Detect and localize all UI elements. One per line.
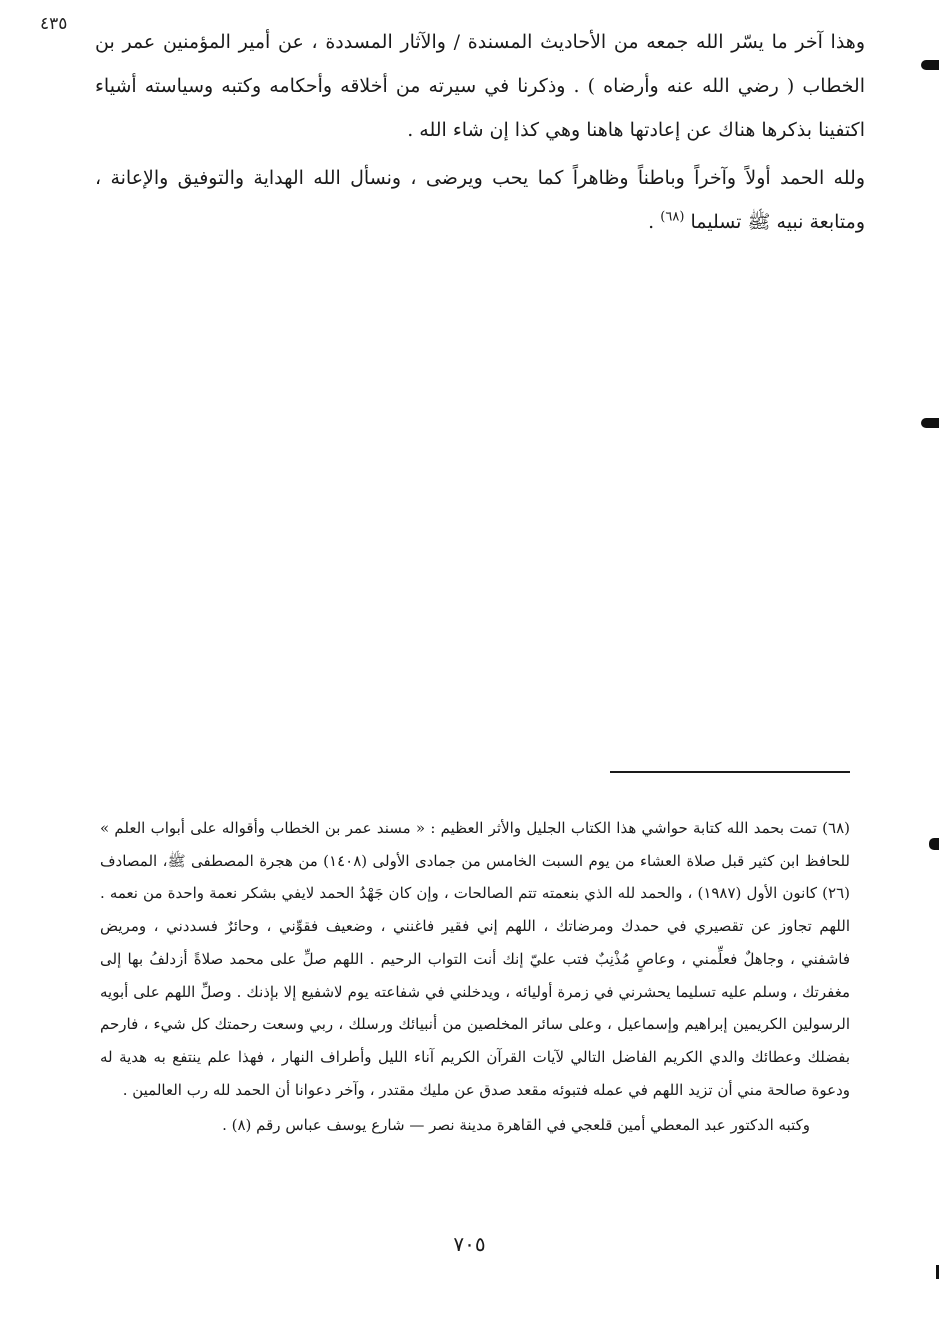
main-paragraph-2 <box>95 156 865 244</box>
main-paragraph-2-end: . <box>648 211 661 233</box>
footnote-reference: (٦٨) <box>660 209 685 225</box>
main-text <box>95 20 865 248</box>
footnote-signature: وكتبه الدكتور عبد المعطي أمين قلعجي في القاهرة مدينة نصر — شارع يوسف عباس رقم (٨) . <box>222 1116 810 1135</box>
main-paragraph-2-text: ولله الحمد أولاً وآخراً وباطناً وظاهراً كما يحب ويرضى ، ونسأل الله الهداية والتوفيق والإعانة ، ومتابعة نبيه ﷺ تسليما <box>95 167 865 233</box>
scan-edge-mark <box>929 838 939 850</box>
footnote-separator <box>610 771 850 773</box>
scan-edge-mark <box>921 418 939 428</box>
main-paragraph-1: وهذا آخر ما يسّر الله جمعه من الأحاديث المسندة / والآثار المسددة ، عن أمير المؤمنين عمر بن الخطاب ( رضي الله عنه وأرضاه ) . وذكرنا في سيرته من أخلاقه وأحكامه وكتبه وسياسته أشياء اكتفينا بذكرها هناك عن إعادتها هاهنا وهي كذا إن شاء الله . <box>95 31 865 141</box>
footnotes <box>100 812 850 1142</box>
margin-note: ٤٣٥ <box>40 14 68 34</box>
page-number: ٧٠٥ <box>453 1232 486 1256</box>
footnote-68: (٦٨) تمت بحمد الله كتابة حواشي هذا الكتاب الجليل والأثر العظيم : « مسند عمر بن الخطاب وأقواله على أبواب العلم » للحافظ ابن كثير قبل صلاة العشاء من يوم السبت الخامس من جمادى الأولى (١٤٠٨) من هجرة المصطفى ﷺ، المصادف (٢٦) كانون الأول (١٩٨٧) ، والحمد لله الذي بنعمته تتم الصالحات ، وإن كان جَهْدُ الحمد لايفي بشكر نعمة واحدة من نعمه . اللهم تجاوز عن تقصيري في حمدك ومرضاتك ، اللهم إني فقير فاغنني ، وضعيف فقوِّني ، وحائرٌ فسددني ، ومريض فاشفني ، وجاهلٌ فعلِّمني ، وعاصٍ مُذْنِبٌ فتب عليّ إنك أنت التواب الرحيم . اللهم صلِّ على محمد صلاةً أزدلفُ بها إلى مغفرتك ، وسلم عليه تسليما يحشرني في زمرة أوليائه ، ويدخلني في شفاعته يوم لاشفيع إلا بإذنك . وصلِّ اللهم على أبويه الرسولين الكريمين إبراهيم وإسماعيل ، وعلى سائر المخلصين من أنبيائك ورسلك ، ربي وسعت رحمتك كل شيء ، فارحم بفضلك وعطائك والدي الكريم الفاضل التالي لآيات القرآن الكريم آناء الليل وأطراف النهار ، فهذا علم ينتفع به هدية له ودعوة صالحة مني أن تزيد اللهم في عمله فتبوئه مقعد صدق عن مليك مقتدر ، وآخر دعوانا أن الحمد لله رب العالمين . <box>100 819 850 1099</box>
scan-edge-mark <box>921 60 939 70</box>
